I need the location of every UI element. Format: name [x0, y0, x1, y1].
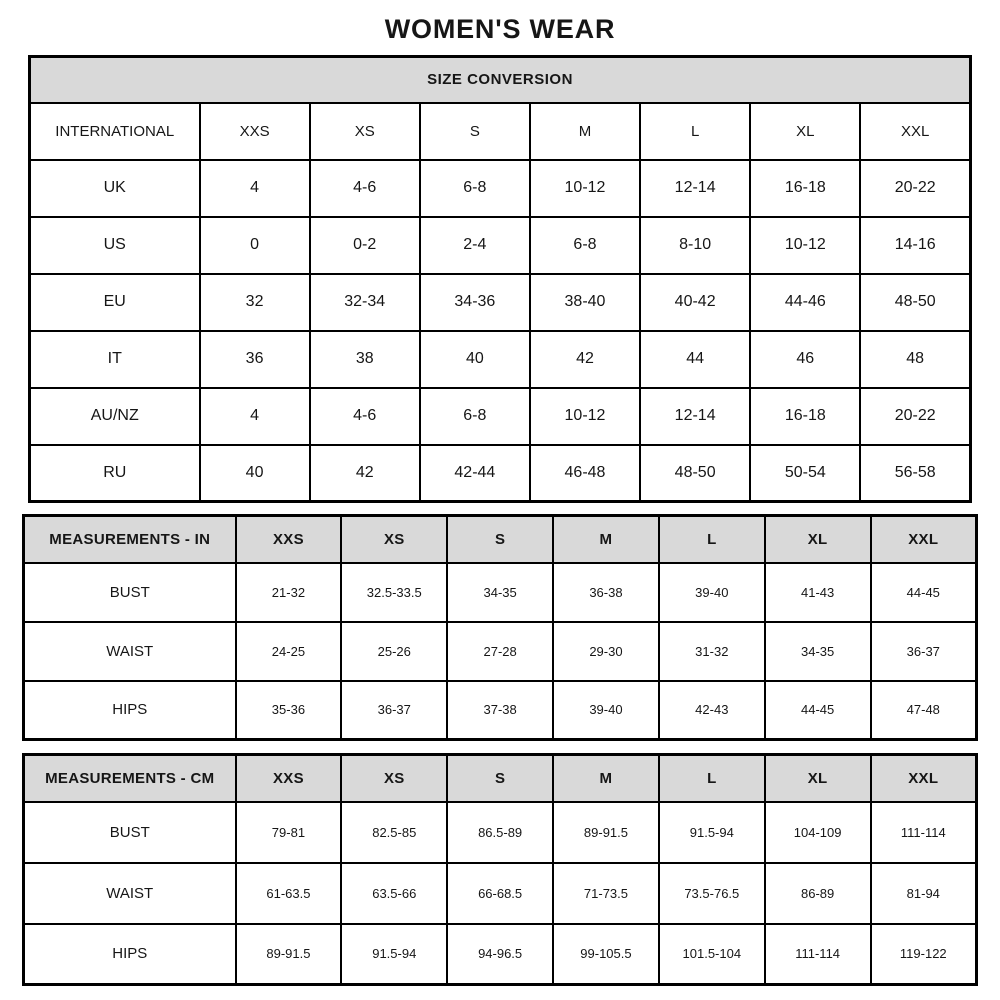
value-cell: 2-4 [420, 217, 530, 274]
value-cell: 82.5-85 [341, 802, 447, 863]
value-cell: 14-16 [860, 217, 970, 274]
value-cell: 104-109 [765, 802, 871, 863]
value-cell: 119-122 [871, 924, 977, 985]
row-label-cell: US [30, 217, 200, 274]
value-cell: 36-38 [553, 563, 659, 622]
size-column-header: XXS [200, 103, 310, 160]
value-cell: 91.5-94 [341, 924, 447, 985]
value-cell: 101.5-104 [659, 924, 765, 985]
value-cell: 42-43 [659, 681, 765, 740]
size-column-header: XXS [236, 516, 342, 563]
value-cell: 8-10 [640, 217, 750, 274]
table-row [30, 217, 971, 274]
size-column-header: XXL [860, 103, 970, 160]
value-cell: 40-42 [640, 274, 750, 331]
value-cell: 48-50 [860, 274, 970, 331]
value-cell: 0-2 [310, 217, 420, 274]
value-cell: 71-73.5 [553, 863, 659, 924]
value-cell: 27-28 [447, 622, 553, 681]
size-column-header: XL [765, 755, 871, 802]
size-column-header: XXS [236, 755, 342, 802]
size-column-header: S [447, 516, 553, 563]
value-cell: 6-8 [420, 160, 530, 217]
value-cell: 73.5-76.5 [659, 863, 765, 924]
column-header-row [24, 755, 977, 802]
row-label-cell: EU [30, 274, 200, 331]
corner-header-cell: MEASUREMENTS - IN [24, 516, 236, 563]
value-cell: 44-46 [750, 274, 860, 331]
value-cell: 39-40 [553, 681, 659, 740]
table-row [24, 681, 977, 740]
row-label-cell: BUST [24, 802, 236, 863]
value-cell: 10-12 [530, 388, 640, 445]
value-cell: 38 [310, 331, 420, 388]
size-column-header: M [530, 103, 640, 160]
value-cell: 6-8 [420, 388, 530, 445]
value-cell: 44-45 [765, 681, 871, 740]
row-label-cell: IT [30, 331, 200, 388]
table-caption-row [30, 57, 971, 103]
table-row [24, 924, 977, 985]
size-column-header: XS [310, 103, 420, 160]
table-row [30, 160, 971, 217]
value-cell: 111-114 [765, 924, 871, 985]
value-cell: 40 [420, 331, 530, 388]
value-cell: 47-48 [871, 681, 977, 740]
value-cell: 61-63.5 [236, 863, 342, 924]
value-cell: 31-32 [659, 622, 765, 681]
table-row [24, 622, 977, 681]
value-cell: 40 [200, 445, 310, 502]
table-row [24, 802, 977, 863]
value-cell: 21-32 [236, 563, 342, 622]
value-cell: 6-8 [530, 217, 640, 274]
value-cell: 86.5-89 [447, 802, 553, 863]
size-column-header: XL [750, 103, 860, 160]
value-cell: 29-30 [553, 622, 659, 681]
value-cell: 89-91.5 [553, 802, 659, 863]
size-column-header: S [420, 103, 530, 160]
value-cell: 20-22 [860, 388, 970, 445]
value-cell: 34-36 [420, 274, 530, 331]
table-title: SIZE CONVERSION [30, 57, 971, 103]
value-cell: 41-43 [765, 563, 871, 622]
row-label-cell: AU/NZ [30, 388, 200, 445]
value-cell: 12-14 [640, 388, 750, 445]
value-cell: 48 [860, 331, 970, 388]
value-cell: 66-68.5 [447, 863, 553, 924]
value-cell: 36 [200, 331, 310, 388]
value-cell: 56-58 [860, 445, 970, 502]
table-row [24, 563, 977, 622]
value-cell: 32.5-33.5 [341, 563, 447, 622]
value-cell: 91.5-94 [659, 802, 765, 863]
value-cell: 12-14 [640, 160, 750, 217]
value-cell: 24-25 [236, 622, 342, 681]
value-cell: 79-81 [236, 802, 342, 863]
value-cell: 4-6 [310, 160, 420, 217]
size-column-header: S [447, 755, 553, 802]
table-row [30, 388, 971, 445]
value-cell: 34-35 [765, 622, 871, 681]
value-cell: 42 [310, 445, 420, 502]
size-column-header: XXL [871, 516, 977, 563]
row-label-cell: WAIST [24, 622, 236, 681]
value-cell: 46 [750, 331, 860, 388]
value-cell: 39-40 [659, 563, 765, 622]
table-row [30, 331, 971, 388]
value-cell: 38-40 [530, 274, 640, 331]
table-row [30, 445, 971, 502]
value-cell: 42-44 [420, 445, 530, 502]
table-row [30, 274, 971, 331]
value-cell: 25-26 [341, 622, 447, 681]
value-cell: 50-54 [750, 445, 860, 502]
value-cell: 81-94 [871, 863, 977, 924]
value-cell: 4 [200, 160, 310, 217]
value-cell: 94-96.5 [447, 924, 553, 985]
value-cell: 0 [200, 217, 310, 274]
column-header-row [24, 516, 977, 563]
value-cell: 44 [640, 331, 750, 388]
value-cell: 35-36 [236, 681, 342, 740]
value-cell: 34-35 [447, 563, 553, 622]
value-cell: 4-6 [310, 388, 420, 445]
row-label-cell: RU [30, 445, 200, 502]
row-label-cell: HIPS [24, 924, 236, 985]
value-cell: 89-91.5 [236, 924, 342, 985]
size-column-header: XS [341, 516, 447, 563]
row-label-cell: HIPS [24, 681, 236, 740]
value-cell: 99-105.5 [553, 924, 659, 985]
measurements-in-table [22, 514, 978, 741]
column-header-row [30, 103, 971, 160]
value-cell: 46-48 [530, 445, 640, 502]
size-column-header: XL [765, 516, 871, 563]
size-column-header: L [659, 516, 765, 563]
value-cell: 36-37 [871, 622, 977, 681]
value-cell: 32-34 [310, 274, 420, 331]
row-label-cell: UK [30, 160, 200, 217]
value-cell: 16-18 [750, 388, 860, 445]
size-column-header: L [640, 103, 750, 160]
value-cell: 16-18 [750, 160, 860, 217]
value-cell: 10-12 [750, 217, 860, 274]
value-cell: 42 [530, 331, 640, 388]
value-cell: 48-50 [640, 445, 750, 502]
value-cell: 37-38 [447, 681, 553, 740]
measurements-cm-table [22, 753, 978, 986]
table-row [24, 863, 977, 924]
page-title: WOMEN'S WEAR [384, 14, 616, 44]
row-label-cell: BUST [24, 563, 236, 622]
value-cell: 32 [200, 274, 310, 331]
size-column-header: M [553, 755, 659, 802]
value-cell: 20-22 [860, 160, 970, 217]
size-column-header: M [553, 516, 659, 563]
value-cell: 10-12 [530, 160, 640, 217]
value-cell: 63.5-66 [341, 863, 447, 924]
corner-header-cell: MEASUREMENTS - CM [24, 755, 236, 802]
value-cell: 86-89 [765, 863, 871, 924]
value-cell: 36-37 [341, 681, 447, 740]
value-cell: 44-45 [871, 563, 977, 622]
value-cell: 111-114 [871, 802, 977, 863]
size-column-header: XXL [871, 755, 977, 802]
value-cell: 4 [200, 388, 310, 445]
size-conversion-table [28, 55, 972, 503]
size-column-header: XS [341, 755, 447, 802]
corner-header-cell: INTERNATIONAL [30, 103, 200, 160]
row-label-cell: WAIST [24, 863, 236, 924]
size-column-header: L [659, 755, 765, 802]
